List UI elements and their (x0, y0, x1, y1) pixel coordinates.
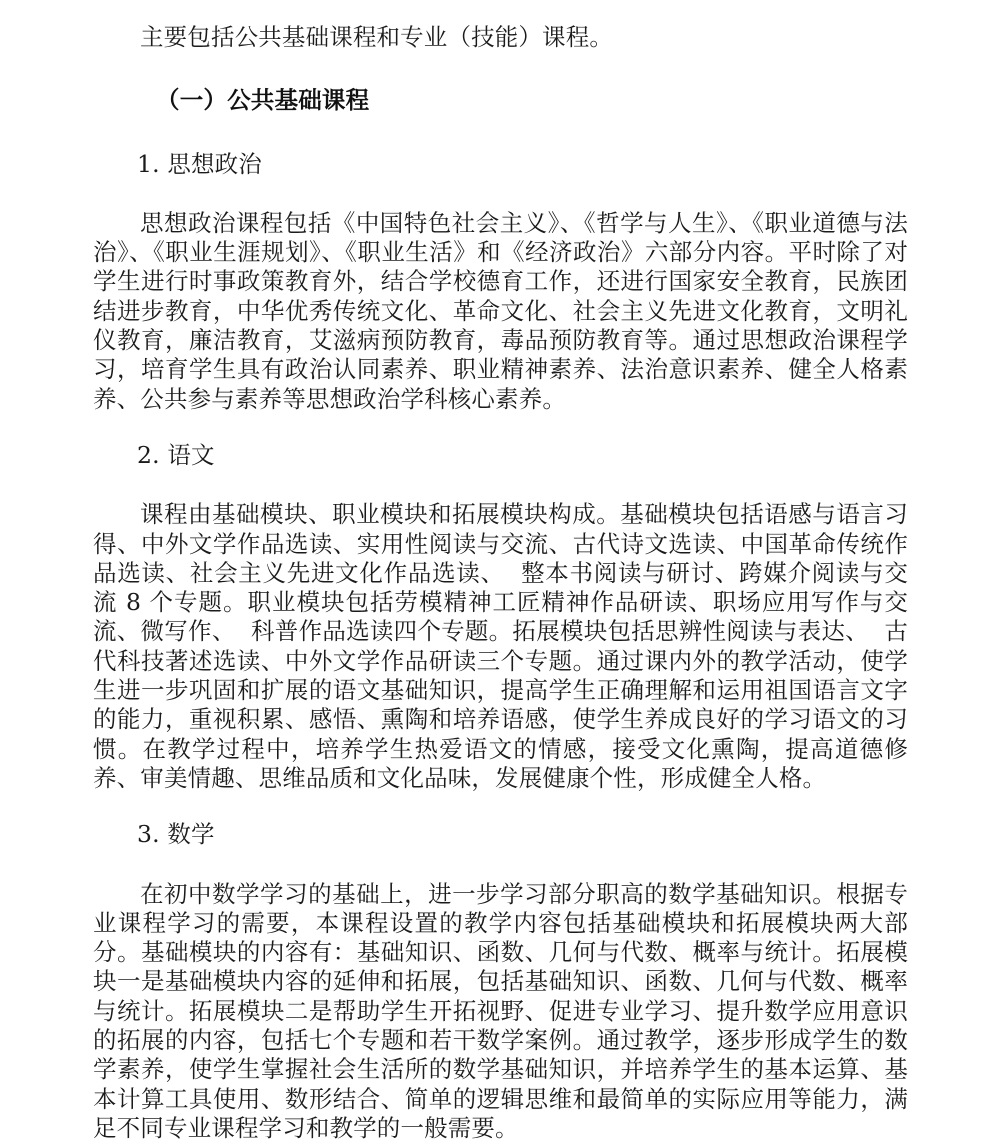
subheading-chinese-language: 2. 语文 (137, 440, 215, 469)
spacer-after-paragraph-1 (93, 414, 908, 441)
spacer-after-paragraph-2 (93, 793, 908, 820)
spacer-after-subheading-3 (93, 850, 908, 880)
document-content (93, 23, 908, 1143)
spacer-after-subheading-2 (93, 470, 908, 500)
subheading-ideological-politics: 1. 思想政治 (137, 149, 262, 178)
paragraph-ideological-politics: 思想政治课程包括《中国特色社会主义》、《哲学与人生》、《职业道德与法治》、《职业生涯规划》、《职业生活》和《经济政治》六部分内容。平时除了对学生进行时事政策教育外，结合学校德育工作，还进行国家安全教育，民族团结进步教育，中华优秀传统文化、革命文化、社会主义先进文化教育，文明礼仪教育，廉洁教育，艾滋病预防教育，毒品预防教育等。通过思想政治课程学习，培育学生具有政治认同素养、职业精神素养、法治意识素养、健全人格素养、公共参与素养等思想政治学科核心素养。 (93, 208, 908, 413)
paragraph-mathematics: 在初中数学学习的基础上，进一步学习部分职高的数学基础知识。根据专业课程学习的需要，本课程设置的教学内容包括基础模块和拓展模块两大部分。基础模块的内容有：基础知识、函数、几何与代数、概率与统计。拓展模块一是基础模块内容的延伸和拓展，包括基础知识、函数、几何与代数、概率与统计。拓展模块二是帮助学生开拓视野、促进专业学习、提升数学应用意识的拓展的内容，包括七个专题和若干数学案例。通过教学，逐步形成学生的数学素养，使学生掌握社会生活所的数学基础知识，并培养学生的基本运算、基本计算工具使用、数形结合、简单的逻辑思维和最简单的实际应用等能力，满足不同专业课程学习和教学的一般需要。 (93, 879, 908, 1142)
spacer-after-subheading-1 (93, 179, 908, 209)
section-heading-public-basic-courses: （一）公共基础课程 (156, 86, 370, 115)
subheading-mathematics: 3. 数学 (137, 820, 215, 849)
spacer-after-section-heading (93, 116, 908, 150)
intro-paragraph: 主要包括公共基础课程和专业（技能）课程。 (140, 23, 613, 51)
paragraph-chinese-language: 课程由基础模块、职业模块和拓展模块构成。基础模块包括语感与语言习得、中外文学作品选读、实用性阅读与交流、古代诗文选读、中国革命传统作品选读、社会主义先进文化作品选读、 整本书阅读与研讨、跨媒介阅读与交流 8 个专题。职业模块包括劳模精神工匠精神作品研读、职场应用写作与交流、微写作、 科普作品选读四个专题。拓展模块包括思辨性阅读与表达、 古代科技著述选读、中外文学作品研读三个专题。通过课内外的教学活动，使学生进一步巩固和扩展的语文基础知识，提高学生正确理解和运用祖国语言文字的能力，重视积累、感悟、熏陶和培养语感，使学生养成良好的学习语文的习惯。在教学过程中，培养学生热爱语文的情感，接受文化熏陶，提高道德修养、审美情趣、思维品质和文化品味，发展健康个性，形成健全人格。 (93, 500, 908, 792)
spacer-after-intro (93, 52, 908, 86)
